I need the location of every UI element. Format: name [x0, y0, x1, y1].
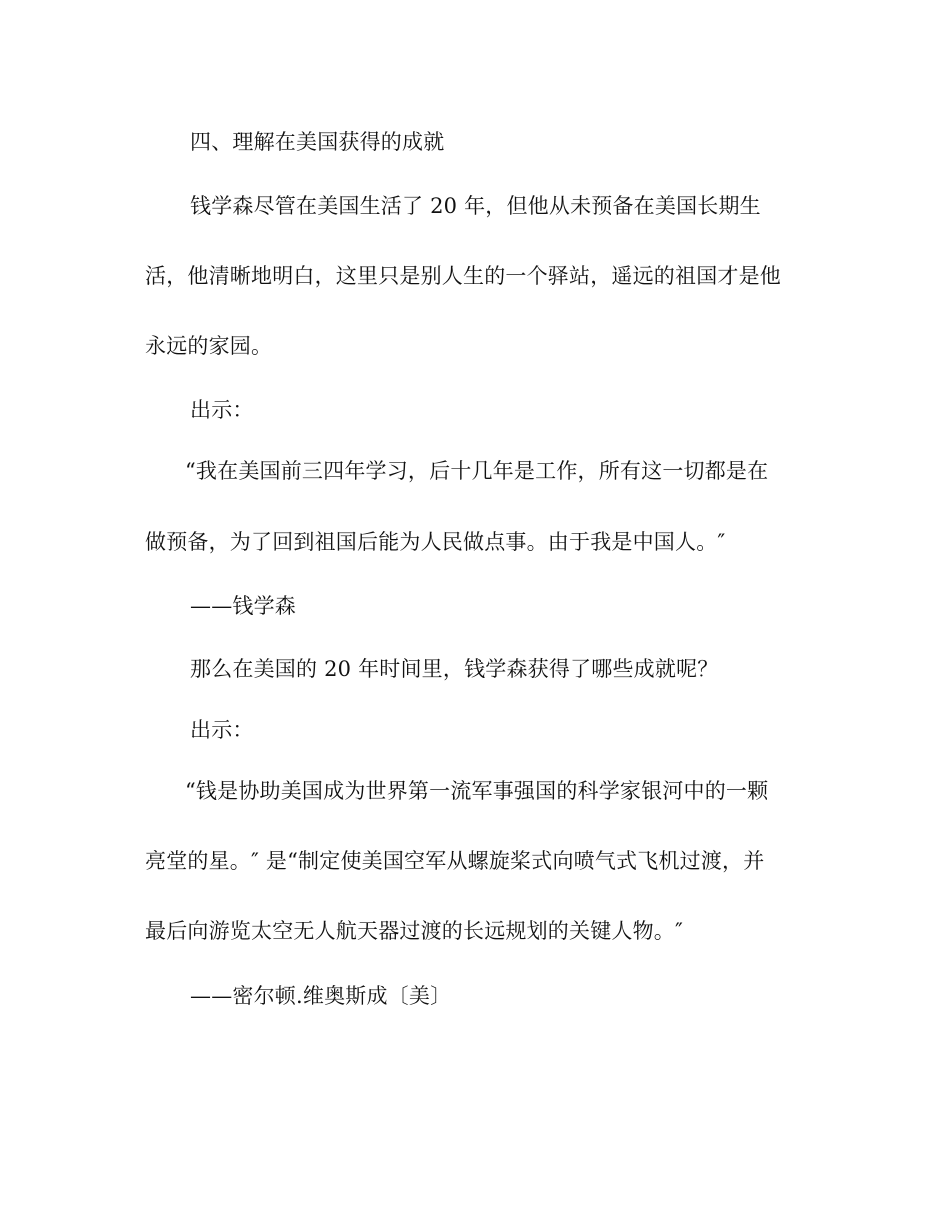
- quote-line: “我在美国前三四年学习，后十几年是工作，所有这一切都是在: [185, 459, 769, 483]
- show-label: 出示：: [190, 398, 254, 422]
- attribution: ——密尔顿.维奥斯成〔美〕: [190, 984, 452, 1008]
- quote-line: 做预备，为了回到祖国后能为人民做点事。由于我是中国人。″: [145, 530, 726, 554]
- question-line: 那么在美国的 20 年时间里，钱学森获得了哪些成就呢？: [190, 657, 719, 681]
- paragraph-line: 活，他清晰地明白，这里只是别人生的一个驿站，遥远的祖国才是他: [145, 264, 781, 288]
- quote-line: 最后向游览太空无人航天器过渡的长远规划的关键人物。″: [145, 919, 684, 943]
- paragraph-line: 钱学森尽管在美国生活了 20 年，但他从未预备在美国长期生: [190, 194, 761, 218]
- quote-line: 亮堂的星。″ 是“制定使美国空军从螺旋桨式向喷气式飞机过渡，并: [145, 849, 765, 873]
- paragraph-line: 永远的家园。: [145, 334, 273, 358]
- show-label: 出示：: [190, 718, 254, 742]
- section-heading: 四、理解在美国获得的成就: [190, 130, 445, 154]
- quote-line: “钱是协助美国成为世界第一流军事强国的科学家银河中的一颗: [185, 779, 769, 803]
- attribution: ——钱学森: [190, 594, 296, 618]
